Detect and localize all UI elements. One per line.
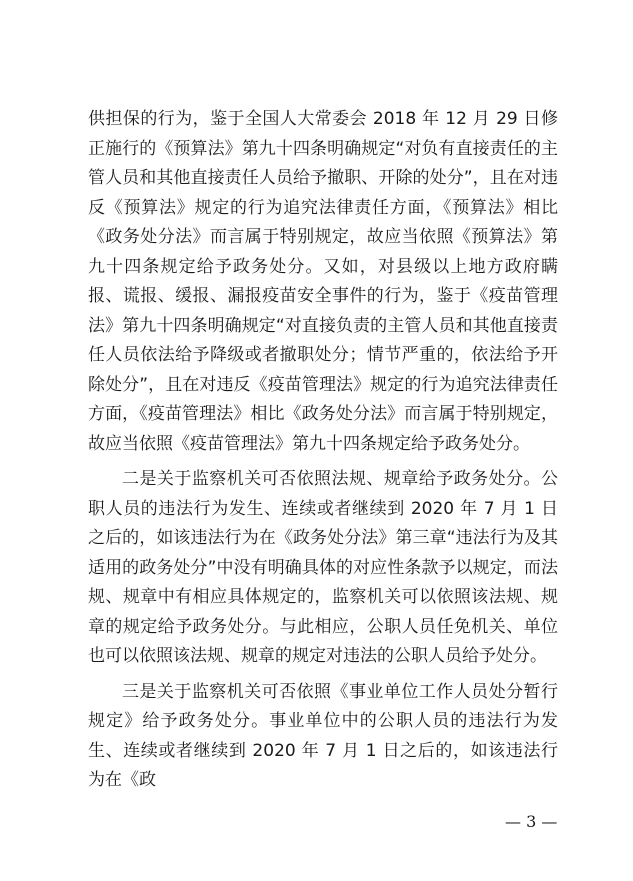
body-text [88,105,558,796]
paragraph-3: 三是关于监察机关可否依照《事业单位工作人员处分暂行规定》给予政务处分。事业单位中的公职人员的违法行为发生、连续或者继续到 2020 年 7 月 1 日之后的，如该违法行为在《政 [88,681,558,790]
paragraph-1: 供担保的行为，鉴于全国人大常委会 2018 年 12 月 29 日修正施行的《预算法》第九十四条明确规定“对负有直接责任的主管人员和其他直接责任人员给予撤职、开除的处分”，且在对违反《预算法》规定的行为追究法律责任方面，《预算法》相比《政务处分法》而言属于特别规定，故应当依照《预算法》第九十四条规定给予政务处分。又如，对县级以上地方政府瞒报、谎报、缓报、漏报疫苗安全事件的行为，鉴于《疫苗管理法》第九十四条明确规定“对直接负责的主管人员和其他直接责任人员依法给予降级或者撤职处分；情节严重的，依法给予开除处分”，且在对违反《疫苗管理法》规定的行为追究法律责任方面，《疫苗管理法》相比《政务处分法》而言属于特别规定，故应当依照《疫苗管理法》第九十四条规定给予政务处分。 [88,109,558,454]
paragraph-2: 二是关于监察机关可否依照法规、规章给予政务处分。公职人员的违法行为发生、连续或者继续到 2020 年 7 月 1 日之后的，如该违法行为在《政务处分法》第三章“违法行为及其适用的政务处分”中没有明确具体的对应性条款予以规定，而法规、规章中有相应具体规定的，监察机关可以依照该法规、规章的规定给予政务处分。与此相应，公职人员任免机关、单位也可以依照该法规、规章的规定对违法的公职人员给予处分。 [88,469,558,666]
page-number: — 3 — [505,812,558,831]
